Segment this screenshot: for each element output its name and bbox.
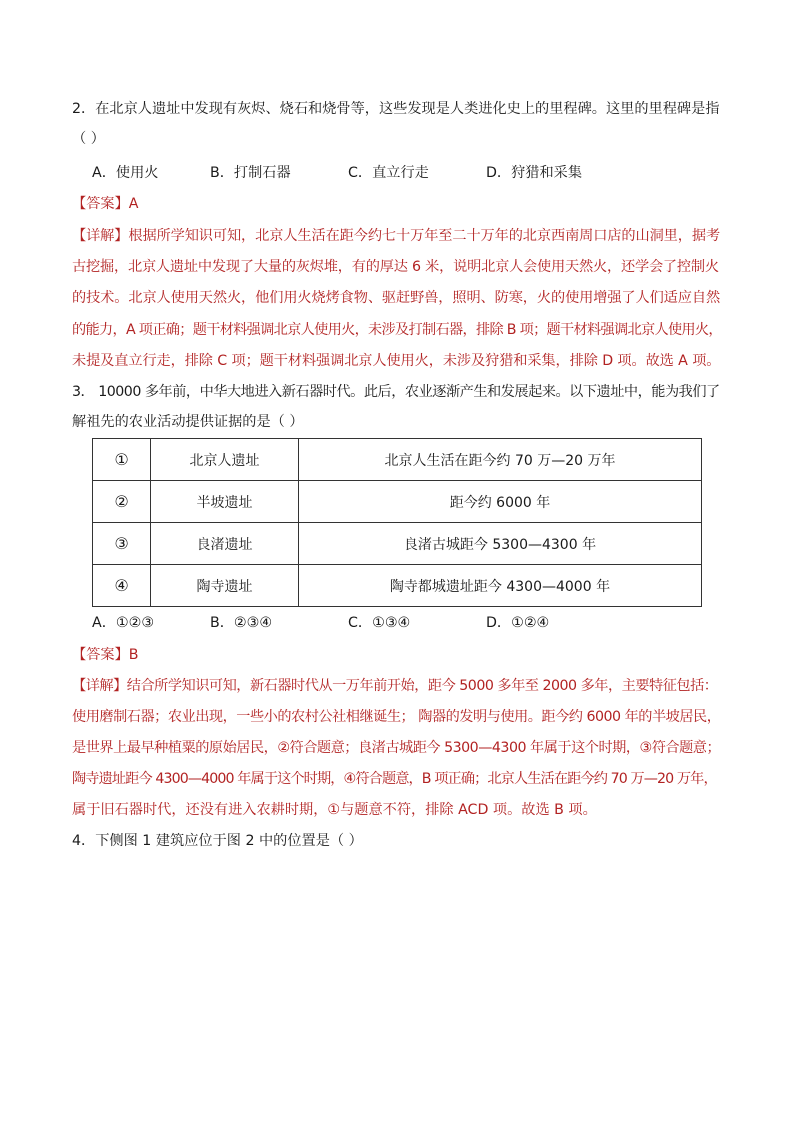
table-row: [93, 439, 702, 481]
q3-option-d: D．①②④: [486, 615, 550, 631]
q3-option-a: A．①②③: [92, 615, 155, 631]
table-cell-desc: 良渚古城距今 5300—4300 年: [299, 523, 702, 565]
table-row: [93, 565, 702, 607]
q4-stem-line1: 4．下侧图 1 建筑应位于图 2 中的位置是（ ）: [72, 833, 363, 849]
q2-option-b: B．打制石器: [210, 165, 291, 181]
table-cell-desc: 陶寺都城遗址距今 4300—4000 年: [299, 565, 702, 607]
table-row: [93, 523, 702, 565]
q3-explain-line3: 是世界上最早种植粟的原始居民，②符合题意；良渚古城距今 5300—4300 年属于这个时期，③符合题意；: [72, 740, 721, 756]
table-cell-site: 良渚遗址: [151, 523, 299, 565]
q3-explain-line2: 使用磨制石器；农业出现，一些小的农村公社相继诞生； 陶器的发明与使用。距今约 6000 年的半坡居民，: [72, 709, 721, 725]
table-cell-site: 北京人遗址: [151, 439, 299, 481]
q2-answer: 【答案】A: [72, 196, 139, 212]
q3-explain-line1: 【详解】结合所学知识可知，新石器时代从一万年前开始，距今 5000 多年至 2000 多年，主要特征包括：: [72, 678, 718, 694]
table-cell-site: 半坡遗址: [151, 481, 299, 523]
q3-explain-line4: 陶寺遗址距今 4300—4000 年属于这个时期，④符合题意，B 项正确；北京人生活在距今约 70 万—20 万年，: [72, 771, 717, 787]
table-cell-num: ①: [93, 439, 151, 481]
q3-option-b: B．②③④: [210, 615, 273, 631]
q2-explain-line1: 【详解】根据所学知识可知，北京人生活在距今约七十万年至二十万年的北京西南周口店的山洞里，据考: [72, 228, 721, 244]
q3-stem-line2: 解祖先的农业活动提供证据的是（ ）: [72, 414, 304, 430]
table-cell-desc: 距今约 6000 年: [299, 481, 702, 523]
q2-option-a: A．使用火: [92, 165, 159, 181]
q3-stem-line1: 3． 10000 多年前，中华大地进入新石器时代。此后，农业逐渐产生和发展起来。以下遗址中，能为我们了: [72, 384, 720, 400]
sites-table: [92, 438, 702, 607]
q3-explain-line5: 属于旧石器时代，还没有进入农耕时期，①与题意不符，排除 ACD 项。故选 B 项。: [72, 802, 597, 818]
table-cell-desc: 北京人生活在距今约 70 万—20 万年: [299, 439, 702, 481]
q2-option-c: C．直立行走: [348, 165, 429, 181]
q2-explain-line3: 的技术。北京人使用天然火，他们用火烧烤食物、驱赶野兽，照明、防寒，火的使用增强了人们适应自然: [72, 290, 721, 306]
q2-explain-line4: 的能力，A 项正确；题干材料强调北京人使用火，未涉及打制石器，排除 B 项；题干材料强调北京人使用火，: [72, 322, 722, 338]
table-cell-num: ④: [93, 565, 151, 607]
q3-option-c: C．①③④: [348, 615, 411, 631]
q2-stem-line1: 2．在北京人遗址中发现有灰烬、烧石和烧骨等，这些发现是人类进化史上的里程碑。这里的里程碑是指: [72, 101, 720, 117]
q2-explain-line2: 古挖掘，北京人遗址中发现了大量的灰烬堆，有的厚达 6 米，说明北京人会使用天然火，还学会了控制火: [72, 259, 719, 275]
q2-stem-line2: （ ）: [72, 131, 105, 147]
q3-answer: 【答案】B: [72, 647, 139, 663]
table-cell-site: 陶寺遗址: [151, 565, 299, 607]
table-cell-num: ③: [93, 523, 151, 565]
table-cell-num: ②: [93, 481, 151, 523]
q2-explain-line5: 未提及直立行走，排除 C 项；题干材料强调北京人使用火，未涉及狩猎和采集，排除 D 项。故选 A 项。: [72, 353, 721, 369]
table-row: [93, 481, 702, 523]
q2-option-d: D．狩猎和采集: [486, 165, 583, 181]
